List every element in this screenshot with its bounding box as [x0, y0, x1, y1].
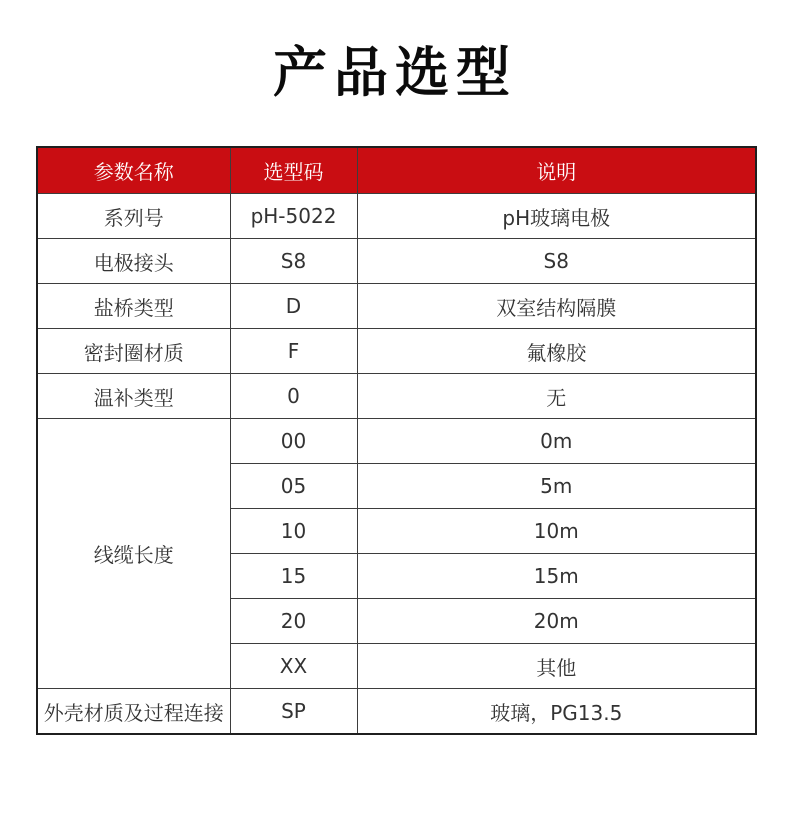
code-cell: 00 — [230, 419, 357, 464]
param-cell: 系列号 — [37, 194, 230, 239]
desc-cell: 无 — [357, 374, 756, 419]
desc-cell: 其他 — [357, 644, 756, 689]
table-row-connector — [37, 239, 756, 284]
desc-cell: 5m — [357, 464, 756, 509]
code-cell: XX — [230, 644, 357, 689]
header-code: 选型码 — [230, 147, 357, 194]
table-row-cable-length — [37, 419, 756, 464]
code-cell: 0 — [230, 374, 357, 419]
table-row-temp-comp — [37, 374, 756, 419]
param-cell: 盐桥类型 — [37, 284, 230, 329]
table-header — [37, 147, 756, 194]
table-row-series — [37, 194, 756, 239]
param-cell: 温补类型 — [37, 374, 230, 419]
header-param: 参数名称 — [37, 147, 230, 194]
desc-cell: 15m — [357, 554, 756, 599]
desc-cell: 双室结构隔膜 — [357, 284, 756, 329]
code-cell: 20 — [230, 599, 357, 644]
desc-cell: 10m — [357, 509, 756, 554]
table-row-salt-bridge — [37, 284, 756, 329]
desc-cell: 玻璃，PG13.5 — [357, 689, 756, 735]
code-cell: 05 — [230, 464, 357, 509]
code-cell: S8 — [230, 239, 357, 284]
header-row — [37, 147, 756, 194]
table-body — [37, 194, 756, 735]
desc-cell: pH玻璃电极 — [357, 194, 756, 239]
page-title: 产品选型 — [273, 41, 517, 104]
desc-cell: S8 — [357, 239, 756, 284]
code-cell: pH-5022 — [230, 194, 357, 239]
code-cell: SP — [230, 689, 357, 735]
param-cell: 密封圈材质 — [37, 329, 230, 374]
desc-cell: 0m — [357, 419, 756, 464]
desc-cell: 氟橡胶 — [357, 329, 756, 374]
code-cell: 10 — [230, 509, 357, 554]
header-desc: 说明 — [357, 147, 756, 194]
param-cell: 电极接头 — [37, 239, 230, 284]
param-cell-cable-length: 线缆长度 — [37, 419, 230, 689]
desc-cell: 20m — [357, 599, 756, 644]
product-selection-table — [36, 146, 757, 735]
code-cell: F — [230, 329, 357, 374]
table-row-housing — [37, 689, 756, 735]
code-cell: D — [230, 284, 357, 329]
table-row-seal-material — [37, 329, 756, 374]
param-cell: 外壳材质及过程连接 — [37, 689, 230, 735]
code-cell: 15 — [230, 554, 357, 599]
